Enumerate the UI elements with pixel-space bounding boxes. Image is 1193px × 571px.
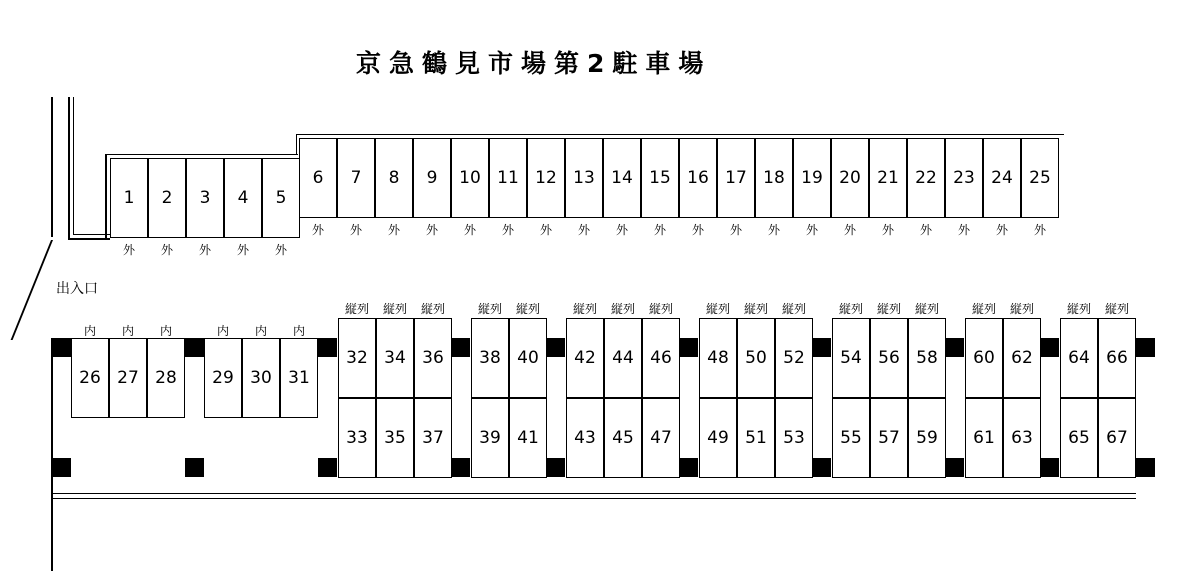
outside-label: 外: [729, 223, 742, 237]
stall-5: 5: [262, 158, 300, 238]
entrance-label: 出入口: [56, 281, 98, 297]
tandem-label: 縦列: [743, 302, 768, 316]
road-line-left-upper: [51, 97, 53, 237]
stall-47: 47: [642, 398, 680, 478]
stall-22: 22: [907, 138, 945, 218]
tandem-label: 縦列: [1009, 302, 1034, 316]
pillar: [451, 458, 470, 477]
stall-9: 9: [413, 138, 451, 218]
pillar: [1136, 458, 1155, 477]
stall-48: 48: [699, 318, 737, 398]
pillar: [318, 338, 337, 357]
pillar: [451, 338, 470, 357]
stall-30: 30: [242, 338, 280, 418]
stall-2: 2: [148, 158, 186, 238]
stall-36: 36: [414, 318, 452, 398]
stall-23: 23: [945, 138, 983, 218]
outside-label: 外: [387, 223, 400, 237]
tandem-label: 縦列: [572, 302, 597, 316]
tandem-label: 縦列: [1066, 302, 1091, 316]
stall-21: 21: [869, 138, 907, 218]
tandem-label: 縦列: [344, 302, 369, 316]
stall-40: 40: [509, 318, 547, 398]
stall-66: 66: [1098, 318, 1136, 398]
stall-10: 10: [451, 138, 489, 218]
road-left-line-lower: [51, 498, 53, 571]
outside-label: 外: [198, 243, 211, 257]
stall-44: 44: [604, 318, 642, 398]
pillar: [318, 458, 337, 477]
stall-27: 27: [109, 338, 147, 418]
stall-16: 16: [679, 138, 717, 218]
stall-17: 17: [717, 138, 755, 218]
outside-label: 外: [881, 223, 894, 237]
stall-54: 54: [832, 318, 870, 398]
road-top-line: [51, 493, 1136, 494]
pillar: [812, 458, 831, 477]
page-title: 京急鶴見市場第2駐車場: [356, 49, 712, 78]
tandem-label: 縦列: [382, 302, 407, 316]
tandem-label: 縦列: [477, 302, 502, 316]
stall-13: 13: [565, 138, 603, 218]
stall-56: 56: [870, 318, 908, 398]
stall-32: 32: [338, 318, 376, 398]
road-diagonal-line: [11, 240, 53, 340]
indoor-label: 内: [292, 324, 305, 338]
tandem-label: 縦列: [1104, 302, 1129, 316]
pillar: [945, 338, 964, 357]
outside-label: 外: [577, 223, 590, 237]
stall-38: 38: [471, 318, 509, 398]
outside-label: 外: [767, 223, 780, 237]
outside-label: 外: [1033, 223, 1046, 237]
tandem-label: 縦列: [648, 302, 673, 316]
stall-67: 67: [1098, 398, 1136, 478]
stall-3: 3: [186, 158, 224, 238]
outside-label: 外: [122, 243, 135, 257]
pillar: [546, 338, 565, 357]
tandem-label: 縦列: [705, 302, 730, 316]
stall-8: 8: [375, 138, 413, 218]
stall-31: 31: [280, 338, 318, 418]
stall-45: 45: [604, 398, 642, 478]
outside-label: 外: [995, 223, 1008, 237]
outside-label: 外: [311, 223, 324, 237]
tandem-label: 縦列: [610, 302, 635, 316]
outside-label: 外: [615, 223, 628, 237]
stall-59: 59: [908, 398, 946, 478]
pillar: [1136, 338, 1155, 357]
outside-label: 外: [274, 243, 287, 257]
pillar: [812, 338, 831, 357]
wall-bottom-outer: [68, 238, 110, 240]
stall-65: 65: [1060, 398, 1098, 478]
stall-15: 15: [641, 138, 679, 218]
stall-50: 50: [737, 318, 775, 398]
tandem-label: 縦列: [420, 302, 445, 316]
outside-label: 外: [501, 223, 514, 237]
pillar: [185, 338, 204, 357]
stall-7: 7: [337, 138, 375, 218]
stall-42: 42: [566, 318, 604, 398]
stall-60: 60: [965, 318, 1003, 398]
stall-33: 33: [338, 398, 376, 478]
pillar: [679, 338, 698, 357]
stall-11: 11: [489, 138, 527, 218]
stall-39: 39: [471, 398, 509, 478]
outside-label: 外: [425, 223, 438, 237]
outside-label: 外: [653, 223, 666, 237]
stall-12: 12: [527, 138, 565, 218]
wall-inner-vertical: [73, 97, 74, 234]
wall-step-outer-v: [105, 154, 107, 240]
stall-62: 62: [1003, 318, 1041, 398]
stall-4: 4: [224, 158, 262, 238]
stall-58: 58: [908, 318, 946, 398]
outside-label: 外: [805, 223, 818, 237]
wall-outer-vertical: [68, 97, 70, 239]
tandem-label: 縦列: [515, 302, 540, 316]
outside-label: 外: [919, 223, 932, 237]
tandem-label: 縦列: [876, 302, 901, 316]
outside-label: 外: [463, 223, 476, 237]
outside-label: 外: [843, 223, 856, 237]
tandem-label: 縦列: [781, 302, 806, 316]
stall-29: 29: [204, 338, 242, 418]
stall-20: 20: [831, 138, 869, 218]
indoor-label: 内: [121, 324, 134, 338]
pillar: [52, 458, 71, 477]
stall-1: 1: [110, 158, 148, 238]
pillar: [52, 338, 71, 357]
stall-24: 24: [983, 138, 1021, 218]
wall-step-top-outer: [105, 154, 298, 155]
stall-53: 53: [775, 398, 813, 478]
stall-28: 28: [147, 338, 185, 418]
wall-top-long: [296, 134, 1064, 135]
outside-label: 外: [160, 243, 173, 257]
tandem-label: 縦列: [971, 302, 996, 316]
outside-label: 外: [957, 223, 970, 237]
stall-34: 34: [376, 318, 414, 398]
wall-step-rise: [296, 134, 297, 155]
outside-label: 外: [349, 223, 362, 237]
indoor-label: 内: [159, 324, 172, 338]
stall-26: 26: [71, 338, 109, 418]
outside-label: 外: [691, 223, 704, 237]
stall-41: 41: [509, 398, 547, 478]
stall-18: 18: [755, 138, 793, 218]
stall-37: 37: [414, 398, 452, 478]
stall-43: 43: [566, 398, 604, 478]
pillar: [945, 458, 964, 477]
stall-14: 14: [603, 138, 641, 218]
road-bottom-line: [51, 498, 1136, 499]
pillar: [185, 458, 204, 477]
pillar: [679, 458, 698, 477]
pillar: [546, 458, 565, 477]
stall-46: 46: [642, 318, 680, 398]
indoor-label: 内: [83, 324, 96, 338]
stall-57: 57: [870, 398, 908, 478]
indoor-label: 内: [216, 324, 229, 338]
stall-49: 49: [699, 398, 737, 478]
tandem-label: 縦列: [838, 302, 863, 316]
stall-55: 55: [832, 398, 870, 478]
outside-label: 外: [236, 243, 249, 257]
stall-63: 63: [1003, 398, 1041, 478]
outside-label: 外: [539, 223, 552, 237]
stall-52: 52: [775, 318, 813, 398]
stall-35: 35: [376, 398, 414, 478]
stall-25: 25: [1021, 138, 1059, 218]
stall-19: 19: [793, 138, 831, 218]
stall-61: 61: [965, 398, 1003, 478]
pillar: [1040, 458, 1059, 477]
pillar: [1040, 338, 1059, 357]
tandem-label: 縦列: [914, 302, 939, 316]
stall-51: 51: [737, 398, 775, 478]
stall-6: 6: [299, 138, 337, 218]
stall-64: 64: [1060, 318, 1098, 398]
indoor-label: 内: [254, 324, 267, 338]
